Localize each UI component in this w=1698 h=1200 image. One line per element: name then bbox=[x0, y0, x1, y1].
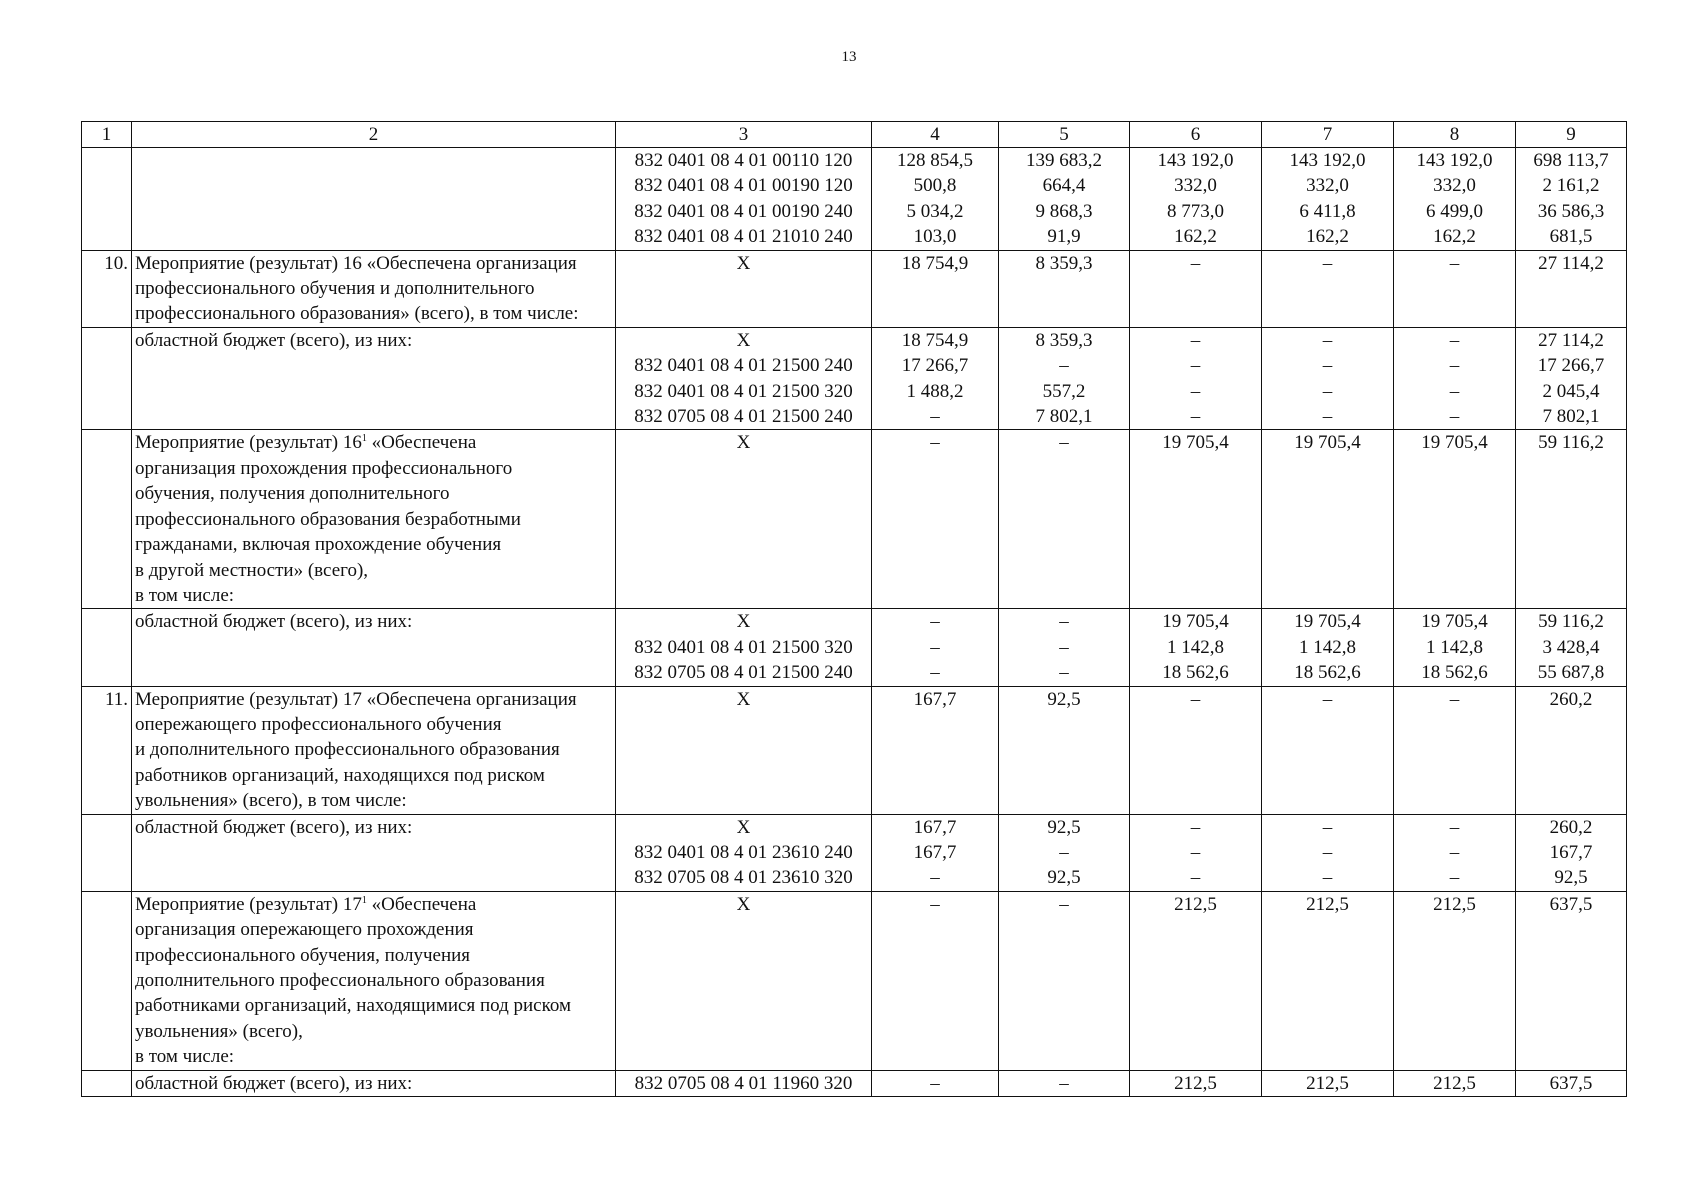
value-line: 139 683,2 bbox=[1026, 150, 1102, 171]
description-line: в другой местности» (всего), bbox=[135, 559, 369, 581]
table-row bbox=[82, 814, 1627, 891]
value-line: – bbox=[1322, 252, 1333, 274]
row-number bbox=[82, 609, 132, 686]
budget-code-cell bbox=[616, 686, 872, 814]
value-cell-c4 bbox=[872, 686, 999, 814]
description-line: профессионального обучения и дополнительного bbox=[135, 278, 535, 300]
description-line: дополнительного профессионального образования bbox=[135, 970, 545, 991]
value-line: 19 705,4 bbox=[1421, 432, 1488, 454]
budget-code-line: 832 0401 08 4 01 21500 320 bbox=[634, 380, 853, 402]
value-line: – bbox=[930, 611, 940, 633]
table-row bbox=[82, 1070, 1627, 1096]
value-line: 332,0 bbox=[1433, 175, 1476, 197]
value-line: 1 142,8 bbox=[1167, 636, 1224, 658]
budget-code-line: X bbox=[736, 893, 751, 915]
value-line: – bbox=[1449, 841, 1460, 863]
value-line: 6 411,8 bbox=[1299, 200, 1356, 222]
value-line: 212,5 bbox=[1174, 1072, 1217, 1094]
table-row bbox=[82, 250, 1627, 327]
value-cell-c8 bbox=[1394, 148, 1516, 251]
description-line: и дополнительного профессионального образования bbox=[135, 739, 560, 761]
table-row bbox=[82, 686, 1627, 814]
value-line: 500,8 bbox=[913, 175, 957, 197]
value-line: 92,5 bbox=[1047, 867, 1081, 889]
value-line: 92,5 bbox=[1047, 816, 1081, 838]
value-line: 1 142,8 bbox=[1426, 636, 1483, 658]
value-line: 8 773,0 bbox=[1167, 200, 1224, 222]
value-line: 664,4 bbox=[1042, 175, 1086, 197]
description-line: организация опережающего прохождения bbox=[135, 919, 474, 941]
value-cell-c8 bbox=[1394, 891, 1516, 1070]
value-line: 557,2 bbox=[1042, 380, 1086, 402]
value-line: 59 116,2 bbox=[1538, 432, 1604, 454]
description-prefix: Мероприятие (результат) 17 bbox=[135, 893, 362, 915]
value-line: – bbox=[1190, 252, 1201, 274]
column-header-2: 2 bbox=[132, 122, 616, 148]
value-line: 162,2 bbox=[1433, 226, 1476, 248]
value-line: 637,5 bbox=[1549, 893, 1593, 915]
description-line: Мероприятие (результат) 17 «Обеспечена организация bbox=[135, 688, 577, 710]
value-line: 3 428,4 bbox=[1542, 636, 1600, 658]
row-description bbox=[132, 430, 616, 609]
value-line: 167,7 bbox=[913, 688, 957, 710]
row-number: 10. bbox=[82, 250, 132, 327]
value-line: 143 192,0 bbox=[1289, 150, 1366, 171]
description-line: организация прохождения профессионального bbox=[135, 457, 513, 479]
value-cell-c8 bbox=[1394, 609, 1516, 686]
value-line: 55 687,8 bbox=[1537, 662, 1605, 684]
row-description bbox=[132, 1070, 616, 1096]
value-line: – bbox=[1190, 841, 1201, 863]
value-cell-c8 bbox=[1394, 430, 1516, 609]
value-cell-c4 bbox=[872, 891, 999, 1070]
value-line: 19 705,4 bbox=[1294, 432, 1361, 454]
value-line: 18 562,6 bbox=[1421, 662, 1488, 684]
row-number bbox=[82, 814, 132, 891]
value-cell-c7 bbox=[1262, 686, 1394, 814]
description-line bbox=[135, 892, 612, 917]
budget-code-cell bbox=[616, 327, 872, 430]
row-description bbox=[132, 686, 616, 814]
value-cell-c6 bbox=[1130, 814, 1262, 891]
value-cell-c9 bbox=[1516, 1070, 1627, 1096]
column-header-9: 9 bbox=[1516, 122, 1627, 148]
budget-code-line: 832 0401 08 4 01 00190 120 bbox=[634, 175, 853, 197]
value-line: – bbox=[1190, 867, 1201, 889]
value-line: – bbox=[1449, 355, 1460, 377]
budget-code-cell bbox=[616, 891, 872, 1070]
description-line: профессионального образования безработными bbox=[135, 508, 521, 530]
column-header-8: 8 bbox=[1394, 122, 1516, 148]
table-row bbox=[82, 609, 1627, 686]
value-cell-c7 bbox=[1262, 250, 1394, 327]
value-line: – bbox=[1190, 406, 1201, 428]
column-header-1: 1 bbox=[82, 122, 132, 148]
value-cell-c5 bbox=[999, 891, 1130, 1070]
value-line: 212,5 bbox=[1433, 1072, 1476, 1094]
row-description bbox=[132, 891, 616, 1070]
value-line: – bbox=[1190, 329, 1201, 351]
value-line: – bbox=[930, 636, 940, 658]
value-cell-c7 bbox=[1262, 814, 1394, 891]
value-cell-c7 bbox=[1262, 609, 1394, 686]
description-suffix: «Обеспечена bbox=[366, 432, 477, 454]
value-line: – bbox=[930, 432, 940, 454]
value-cell-c7 bbox=[1262, 891, 1394, 1070]
row-number bbox=[82, 1070, 132, 1096]
value-cell-c9 bbox=[1516, 430, 1627, 609]
value-line: 332,0 bbox=[1174, 175, 1217, 197]
budget-code-line: 832 0401 08 4 01 23610 240 bbox=[634, 841, 853, 863]
budget-code-line: X bbox=[736, 688, 751, 710]
description-line: работниками организаций, находящимися под риском bbox=[135, 995, 572, 1017]
value-line: 27 114,2 bbox=[1538, 329, 1604, 351]
budget-code-line: 832 0705 08 4 01 11960 320 bbox=[634, 1072, 853, 1094]
value-line: – bbox=[1322, 841, 1333, 863]
value-line: 6 499,0 bbox=[1426, 200, 1483, 222]
description-line: в том числе: bbox=[135, 1046, 235, 1068]
value-line: – bbox=[930, 662, 940, 684]
value-line: – bbox=[930, 893, 940, 915]
value-line: 167,7 bbox=[1549, 841, 1593, 863]
value-line: 91,9 bbox=[1047, 226, 1081, 248]
value-line: 332,0 bbox=[1306, 175, 1349, 197]
value-line: 59 116,2 bbox=[1538, 611, 1604, 633]
value-line: – bbox=[1059, 636, 1069, 658]
value-line: 7 802,1 bbox=[1542, 406, 1600, 428]
value-cell-c5 bbox=[999, 814, 1130, 891]
value-line: – bbox=[1322, 688, 1333, 710]
superscript-index: 1 bbox=[361, 894, 367, 906]
description-line: профессионального обучения, получения bbox=[135, 944, 471, 966]
value-cell-c6 bbox=[1130, 609, 1262, 686]
value-cell-c9 bbox=[1516, 814, 1627, 891]
row-number bbox=[82, 327, 132, 430]
row-number: 11. bbox=[82, 686, 132, 814]
page-number: 13 bbox=[841, 49, 857, 65]
value-cell-c5 bbox=[999, 327, 1130, 430]
value-line: 260,2 bbox=[1549, 688, 1593, 710]
value-cell-c8 bbox=[1394, 686, 1516, 814]
value-cell-c6 bbox=[1130, 148, 1262, 251]
header-row bbox=[82, 122, 1627, 148]
budget-code-cell bbox=[616, 1070, 872, 1096]
value-line: 260,2 bbox=[1549, 816, 1593, 838]
budget-code-line: X bbox=[736, 432, 751, 454]
value-line: – bbox=[1449, 252, 1460, 274]
value-line: 212,5 bbox=[1174, 893, 1217, 915]
value-line: – bbox=[1190, 816, 1201, 838]
value-line: 103,0 bbox=[913, 226, 957, 248]
value-line: 698 113,7 bbox=[1533, 150, 1609, 171]
row-description bbox=[132, 327, 616, 430]
description-line: опережающего профессионального обучения bbox=[135, 713, 502, 735]
value-line: – bbox=[1322, 867, 1333, 889]
value-cell-c4 bbox=[872, 814, 999, 891]
row-number bbox=[82, 430, 132, 609]
value-line: – bbox=[1059, 841, 1069, 863]
value-cell-c9 bbox=[1516, 250, 1627, 327]
value-cell-c6 bbox=[1130, 891, 1262, 1070]
budget-code-line: 832 0401 08 4 01 21500 240 bbox=[634, 355, 853, 377]
description-line: гражданами, включая прохождение обучения bbox=[135, 534, 502, 556]
value-cell-c5 bbox=[999, 609, 1130, 686]
value-cell-c5 bbox=[999, 148, 1130, 251]
value-line: 8 359,3 bbox=[1035, 252, 1093, 274]
column-header-5: 5 bbox=[999, 122, 1130, 148]
value-line: – bbox=[930, 1072, 940, 1094]
value-cell-c9 bbox=[1516, 891, 1627, 1070]
value-line: 19 705,4 bbox=[1162, 611, 1229, 633]
value-line: 19 705,4 bbox=[1294, 611, 1361, 633]
value-line: – bbox=[1059, 893, 1069, 915]
value-line: – bbox=[1449, 867, 1460, 889]
value-line: 5 034,2 bbox=[906, 200, 964, 222]
budget-code-line: X bbox=[736, 252, 751, 274]
value-line: – bbox=[1059, 662, 1069, 684]
description-line: работников организаций, находящихся под риском bbox=[135, 764, 545, 786]
value-line: 1 142,8 bbox=[1299, 636, 1356, 658]
value-cell-c8 bbox=[1394, 814, 1516, 891]
description-line: областной бюджет (всего), из них: bbox=[135, 611, 413, 633]
row-description bbox=[132, 609, 616, 686]
description-line: увольнения» (всего), в том числе: bbox=[135, 790, 407, 812]
value-cell-c6 bbox=[1130, 1070, 1262, 1096]
value-line: 212,5 bbox=[1306, 893, 1349, 915]
value-cell-c6 bbox=[1130, 686, 1262, 814]
value-line: – bbox=[1190, 380, 1201, 402]
row-number bbox=[82, 148, 132, 251]
value-line: – bbox=[1322, 355, 1333, 377]
value-line: 143 192,0 bbox=[1157, 150, 1234, 171]
value-line: 167,7 bbox=[913, 816, 957, 838]
value-line: 18 754,9 bbox=[901, 252, 969, 274]
value-line: 92,5 bbox=[1554, 867, 1588, 889]
column-header-4: 4 bbox=[872, 122, 999, 148]
budget-code-line: X bbox=[736, 329, 751, 351]
budget-table bbox=[81, 121, 1627, 1097]
value-cell-c7 bbox=[1262, 1070, 1394, 1096]
value-line: – bbox=[1322, 406, 1333, 428]
value-line: – bbox=[1059, 432, 1069, 454]
description-line: областной бюджет (всего), из них: bbox=[135, 816, 413, 838]
value-line: 162,2 bbox=[1174, 226, 1217, 248]
value-line: 681,5 bbox=[1549, 226, 1593, 248]
column-header-7: 7 bbox=[1262, 122, 1394, 148]
table-row bbox=[82, 430, 1627, 609]
value-line: 27 114,2 bbox=[1538, 252, 1604, 274]
value-line: 19 705,4 bbox=[1421, 611, 1488, 633]
value-cell-c8 bbox=[1394, 327, 1516, 430]
budget-code-cell bbox=[616, 148, 872, 251]
budget-code-line: 832 0705 08 4 01 21500 240 bbox=[634, 662, 853, 684]
value-cell-c7 bbox=[1262, 148, 1394, 251]
value-line: 18 754,9 bbox=[901, 329, 969, 351]
value-line: 167,7 bbox=[913, 841, 957, 863]
value-cell-c4 bbox=[872, 430, 999, 609]
budget-code-line: X bbox=[736, 816, 751, 838]
value-cell-c4 bbox=[872, 148, 999, 251]
row-description bbox=[132, 250, 616, 327]
value-line: 7 802,1 bbox=[1035, 406, 1093, 428]
budget-code-line: 832 0401 08 4 01 00190 240 bbox=[634, 200, 853, 222]
value-line: 1 488,2 bbox=[906, 380, 964, 402]
value-line: 212,5 bbox=[1306, 1072, 1349, 1094]
value-cell-c9 bbox=[1516, 609, 1627, 686]
description-line bbox=[135, 430, 612, 455]
value-line: – bbox=[1190, 355, 1201, 377]
value-line: 128 854,5 bbox=[897, 150, 973, 171]
description-line: профессионального образования» (всего), в том числе: bbox=[135, 303, 579, 325]
budget-code-line: 832 0705 08 4 01 23610 320 bbox=[634, 867, 853, 889]
value-cell-c7 bbox=[1262, 327, 1394, 430]
budget-code-cell bbox=[616, 250, 872, 327]
value-cell-c9 bbox=[1516, 148, 1627, 251]
table-row bbox=[82, 891, 1627, 1070]
description-line: Мероприятие (результат) 16 «Обеспечена организация bbox=[135, 252, 577, 274]
value-line: – bbox=[1059, 355, 1069, 377]
value-cell-c9 bbox=[1516, 327, 1627, 430]
budget-code-line: 832 0401 08 4 01 21010 240 bbox=[634, 226, 853, 248]
value-line: 18 562,6 bbox=[1294, 662, 1361, 684]
budget-code-line: 832 0401 08 4 01 00110 120 bbox=[634, 150, 853, 171]
value-cell-c7 bbox=[1262, 430, 1394, 609]
row-description bbox=[132, 814, 616, 891]
table-row bbox=[82, 148, 1627, 251]
value-cell-c5 bbox=[999, 430, 1130, 609]
value-line: – bbox=[1449, 406, 1460, 428]
value-line: – bbox=[1449, 380, 1460, 402]
description-line: обучения, получения дополнительного bbox=[135, 483, 450, 505]
superscript-index: 1 bbox=[361, 433, 367, 445]
value-cell-c9 bbox=[1516, 686, 1627, 814]
row-description bbox=[132, 148, 616, 251]
value-line: – bbox=[1449, 688, 1460, 710]
value-cell-c8 bbox=[1394, 1070, 1516, 1096]
value-cell-c5 bbox=[999, 686, 1130, 814]
value-line: 2 045,4 bbox=[1542, 380, 1600, 402]
value-line: 162,2 bbox=[1306, 226, 1349, 248]
value-cell-c4 bbox=[872, 250, 999, 327]
value-line: 2 161,2 bbox=[1542, 175, 1600, 197]
description-suffix: «Обеспечена bbox=[366, 893, 477, 915]
value-line: 637,5 bbox=[1549, 1072, 1593, 1094]
table-row bbox=[82, 327, 1627, 430]
value-line: – bbox=[930, 406, 940, 428]
value-cell-c6 bbox=[1130, 250, 1262, 327]
budget-code-cell bbox=[616, 430, 872, 609]
value-line: 36 586,3 bbox=[1537, 200, 1605, 222]
column-header-6: 6 bbox=[1130, 122, 1262, 148]
value-line: 19 705,4 bbox=[1162, 432, 1229, 454]
value-line: 17 266,7 bbox=[1537, 355, 1605, 377]
value-line: 212,5 bbox=[1433, 893, 1476, 915]
value-line: – bbox=[1190, 688, 1201, 710]
value-cell-c5 bbox=[999, 1070, 1130, 1096]
value-line: – bbox=[930, 867, 940, 889]
budget-code-cell bbox=[616, 814, 872, 891]
value-cell-c5 bbox=[999, 250, 1130, 327]
value-line: – bbox=[1322, 816, 1333, 838]
description-line: областной бюджет (всего), из них: bbox=[135, 329, 413, 351]
description-line: увольнения» (всего), bbox=[135, 1020, 303, 1042]
value-line: 9 868,3 bbox=[1035, 200, 1093, 222]
description-prefix: Мероприятие (результат) 16 bbox=[135, 432, 362, 454]
value-line: 143 192,0 bbox=[1416, 150, 1493, 171]
value-line: 17 266,7 bbox=[901, 355, 969, 377]
budget-code-cell bbox=[616, 609, 872, 686]
value-line: 8 359,3 bbox=[1035, 329, 1093, 351]
value-cell-c4 bbox=[872, 327, 999, 430]
value-line: – bbox=[1449, 816, 1460, 838]
value-cell-c6 bbox=[1130, 430, 1262, 609]
value-line: – bbox=[1059, 611, 1069, 633]
value-cell-c4 bbox=[872, 609, 999, 686]
budget-code-line: 832 0401 08 4 01 21500 320 bbox=[634, 636, 853, 658]
description-line: в том числе: bbox=[135, 584, 235, 606]
value-line: – bbox=[1322, 329, 1333, 351]
value-cell-c8 bbox=[1394, 250, 1516, 327]
value-line: 92,5 bbox=[1047, 688, 1081, 710]
row-number bbox=[82, 891, 132, 1070]
value-cell-c6 bbox=[1130, 327, 1262, 430]
description-line: областной бюджет (всего), из них: bbox=[135, 1072, 413, 1094]
column-header-3: 3 bbox=[616, 122, 872, 148]
value-line: – bbox=[1322, 380, 1333, 402]
value-line: – bbox=[1059, 1072, 1069, 1094]
budget-code-line: X bbox=[736, 611, 751, 633]
value-cell-c4 bbox=[872, 1070, 999, 1096]
budget-code-line: 832 0705 08 4 01 21500 240 bbox=[634, 406, 853, 428]
value-line: 18 562,6 bbox=[1162, 662, 1229, 684]
value-line: – bbox=[1449, 329, 1460, 351]
